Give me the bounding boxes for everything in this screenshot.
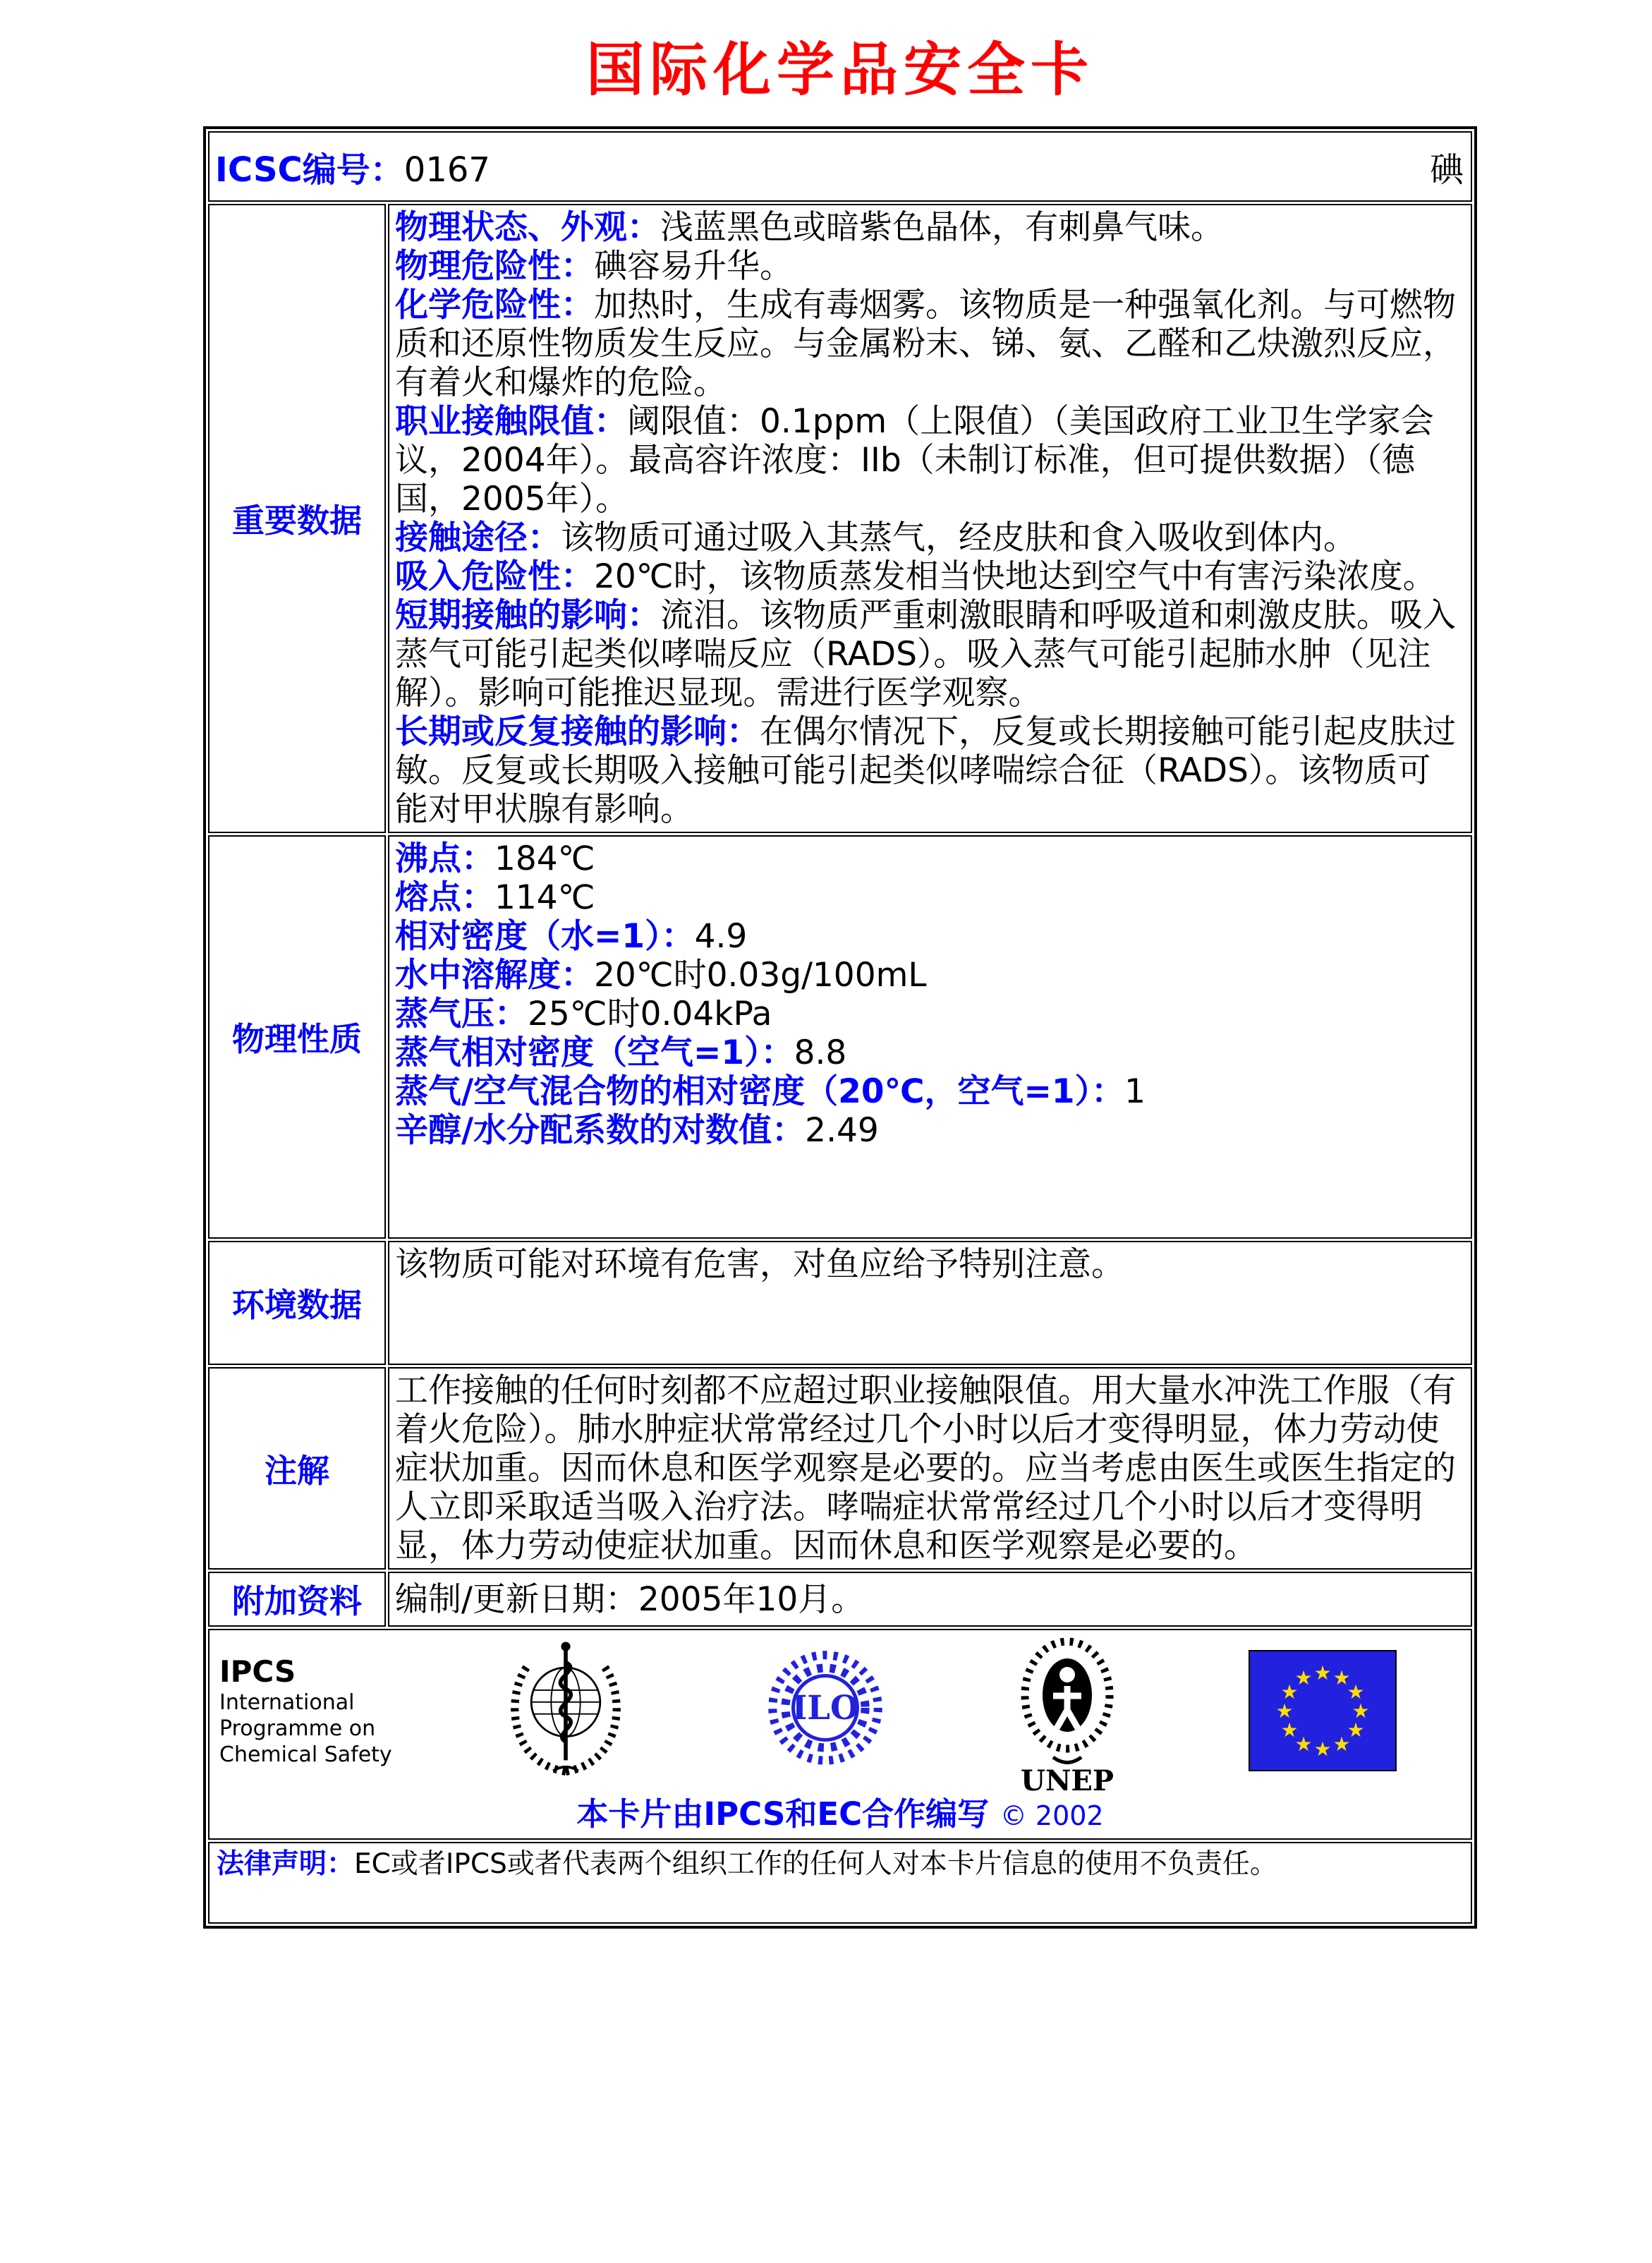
ipcs-subtitle-line: Programme on [219, 1716, 376, 1741]
icsc-number-label: ICSC编号： [215, 150, 404, 190]
field-label: 短期接触的影响： [395, 596, 660, 635]
eu-star: ★ [1332, 1733, 1351, 1756]
field-label: 物理状态、外观： [395, 208, 660, 247]
field-value: 8.8 [794, 1033, 847, 1072]
additional-info-content [388, 1572, 1472, 1627]
field-label: 辛醇/水分配系数的对数值： [395, 1111, 806, 1150]
field-text: 在偶尔情况下，反复或长期接触可能引起皮肤过敏。反复或长期吸入接触可能引起类似哮喘综合征（RADS）。该物质可能对甲状腺有影响。 [395, 712, 1456, 829]
row-label-additional-info: 附加资料 [208, 1572, 386, 1627]
field-value: 20℃时0.03g/100mL [594, 956, 927, 995]
physical-property [395, 1072, 1464, 1111]
cooperation-note [219, 1788, 1461, 1834]
who-logo-icon [495, 1636, 636, 1785]
eu-star: ★ [1313, 1661, 1332, 1685]
icsc-number-group [215, 142, 490, 191]
field-value: 1 [1124, 1072, 1146, 1111]
field-value: 114℃ [494, 878, 595, 917]
ilo-logo-text: ILO [791, 1688, 859, 1728]
physical-property [395, 956, 1464, 995]
organizations-row [208, 1629, 1472, 1840]
eu-star: ★ [1294, 1733, 1313, 1756]
ipcs-text-block [219, 1654, 431, 1768]
physical-properties-content [388, 835, 1472, 1239]
field-text: 加热时，生成有毒烟雾。该物质是一种强氧化剂。与可燃物质和还原性物质发生反应。与金属粉末、锑、氨、乙醛和乙炔激烈反应，有着火和爆炸的危险。 [395, 286, 1456, 402]
icsc-card-page [203, 0, 1477, 1929]
ipcs-title: IPCS [219, 1654, 296, 1689]
field-label: 职业接触限值： [395, 402, 627, 441]
ipcs-subtitle-line: International [219, 1689, 355, 1715]
field-value: 25℃时0.04kPa [528, 995, 772, 1033]
eu-star: ★ [1347, 1680, 1365, 1704]
important-data-item [395, 557, 1464, 596]
physical-property [395, 1033, 1464, 1072]
field-label: 蒸气/空气混合物的相对密度（20℃，空气=1）： [395, 1072, 1125, 1111]
important-data-item [395, 208, 1464, 247]
field-label: 蒸气相对密度（空气=1）： [395, 1033, 794, 1072]
field-label: 水中溶解度： [395, 956, 594, 995]
notes-content [388, 1367, 1472, 1570]
legal-text: EC或者IPCS或者代表两个组织工作的任何人对本卡片信息的使用不负责任。 [354, 1848, 1277, 1880]
unep-logo-text: UNEP [1020, 1764, 1115, 1793]
eu-star: ★ [1280, 1718, 1299, 1742]
field-text: 碘容易升华。 [594, 247, 793, 286]
field-label: 蒸气压： [395, 995, 528, 1033]
eu-star: ★ [1280, 1680, 1299, 1704]
field-value: 2.49 [805, 1111, 879, 1150]
row-label-important-data: 重要数据 [208, 204, 386, 833]
eu-star: ★ [1332, 1666, 1351, 1689]
logo-strip [431, 1628, 1461, 1793]
eu-star: ★ [1347, 1718, 1365, 1742]
icsc-number-value: 0167 [403, 150, 490, 190]
eu-star: ★ [1275, 1699, 1294, 1723]
row-label-environmental-data: 环境数据 [208, 1241, 386, 1365]
field-text: 阈限值：0.1ppm（上限值）（美国政府工业卫生学家会议，2004年）。最高容许浓度：IIb（未制订标准，但可提供数据）（德国，2005年）。 [395, 402, 1434, 518]
physical-property [395, 878, 1464, 917]
physical-property [395, 1111, 1464, 1150]
legal-notice-row [208, 1842, 1472, 1924]
field-value: 4.9 [694, 917, 748, 956]
field-label: 吸入危险性： [395, 557, 594, 596]
icsc-card-table [203, 126, 1477, 1929]
row-label-notes: 注解 [208, 1367, 386, 1570]
important-data-item [395, 247, 1464, 286]
card-header-row [208, 131, 1472, 202]
physical-property [395, 839, 1464, 878]
field-label: 长期或反复接触的影响： [395, 712, 760, 751]
row-label-physical-properties: 物理性质 [208, 835, 386, 1239]
field-text: 流泪。该物质严重刺激眼睛和呼吸道和刺激皮肤。吸入蒸气可能引起类似哮喘反应（RADS）。吸入蒸气可能引起肺水肿（见注解）。影响可能推迟显现。需进行医学观察。 [395, 596, 1456, 712]
field-text: 20℃时，该物质蒸发相当快地达到空气中有害污染浓度。 [594, 557, 1436, 596]
physical-property [395, 917, 1464, 956]
ipcs-subtitle-line: Chemical Safety [219, 1742, 392, 1767]
field-text: 该物质可通过吸入其蒸气，经皮肤和食入吸收到体内。 [561, 518, 1356, 557]
eu-star: ★ [1313, 1737, 1332, 1761]
important-data-item [395, 286, 1464, 402]
copyright-text: © 2002 [1000, 1800, 1104, 1831]
important-data-item [395, 596, 1464, 712]
field-label: 化学危险性： [395, 286, 594, 324]
field-label: 沸点： [395, 839, 494, 878]
field-label: 接触途径： [395, 518, 561, 557]
eu-flag-icon [1249, 1650, 1397, 1771]
field-value: 184℃ [494, 839, 595, 878]
field-label: 物理危险性： [395, 247, 594, 286]
field-label: 熔点： [395, 878, 494, 917]
important-data-item [395, 518, 1464, 557]
field-text: 浅蓝黑色或暗紫色晶体，有刺鼻气味。 [660, 208, 1224, 247]
eu-star: ★ [1352, 1699, 1370, 1723]
legal-label: 法律声明： [217, 1848, 355, 1880]
environmental-data-content [388, 1241, 1472, 1365]
important-data-item [395, 712, 1464, 829]
physical-property [395, 995, 1464, 1033]
eu-star: ★ [1294, 1666, 1313, 1689]
additional-info-text: 编制/更新日期：2005年10月。 [395, 1579, 865, 1619]
important-data-item [395, 402, 1464, 518]
important-data-content [388, 204, 1472, 833]
ilo-logo-icon [765, 1637, 886, 1785]
page-title: 国际化学品安全卡 [585, 37, 1094, 104]
chemical-name: 碘 [1429, 150, 1464, 190]
environmental-data-text: 该物质可能对环境有危害，对鱼应给予特别注意。 [395, 1245, 1124, 1284]
field-label: 相对密度（水=1）： [395, 917, 695, 956]
notes-text: 工作接触的任何时刻都不应超过职业接触限值。用大量水冲洗工作服（有着火危险）。肺水肿症状常常经过几个小时以后才变得明显，体力劳动使症状加重。因而休息和医学观察是必要的。应当考虑由医生或医生指定的人立即采取适当吸入治疗法。哮喘症状常常经过几个小时以后才变得明显，体力劳动使症状加重。因而休息和医学观察是必要的。 [395, 1371, 1456, 1565]
unep-logo-icon [1014, 1628, 1120, 1793]
cooperation-text: 本卡片由IPCS和EC合作编写 [576, 1795, 990, 1833]
